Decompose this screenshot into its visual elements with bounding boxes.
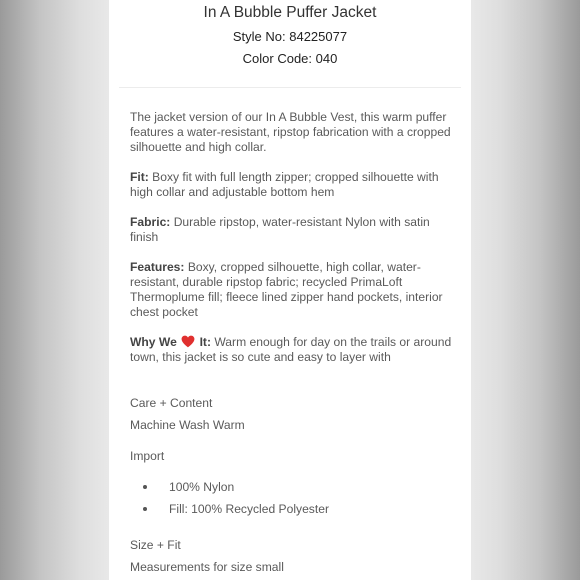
material-text: 100% Nylon xyxy=(169,480,235,494)
material-list-item xyxy=(143,480,234,494)
header-divider xyxy=(119,87,461,88)
bullet-icon xyxy=(143,507,147,511)
fit-label: Fit: xyxy=(130,170,149,184)
why-we-love-it-paragraph xyxy=(130,335,453,365)
origin-text: Import xyxy=(130,449,165,463)
product-details-panel xyxy=(109,0,471,580)
color-code: Color Code: 040 xyxy=(242,51,338,66)
fabric-text: Durable ripstop, water-resistant Nylon with satin finish xyxy=(130,215,430,244)
heart-icon xyxy=(181,335,195,348)
why-we-label xyxy=(130,335,211,349)
features-text: Boxy, cropped silhouette, high collar, water-resistant, durable ripstop fabric; recycled PrimaLoft Thermoplume fill; fleece lined zipper hand pockets, interior chest pocket xyxy=(130,260,443,319)
measurements-text: Measurements for size small xyxy=(130,560,284,574)
why-we-label-start: Why We xyxy=(130,335,177,349)
size-fit-heading: Size + Fit xyxy=(130,538,181,552)
material-text: Fill: 100% Recycled Polyester xyxy=(169,502,329,516)
fabric-label: Fabric: xyxy=(130,215,171,229)
features-label: Features: xyxy=(130,260,185,274)
description-paragraph: The jacket version of our In A Bubble Vest, this warm puffer features a water-resistant, ripstop fabrication with a cropped silhouette and high collar. xyxy=(130,110,451,154)
product-title: In A Bubble Puffer Jacket xyxy=(203,4,377,21)
why-we-text: Warm enough for day on the trails or around town, this jacket is so cute and easy to layer with xyxy=(130,335,452,364)
product-description xyxy=(130,110,453,380)
bullet-icon xyxy=(143,485,147,489)
care-content-heading: Care + Content xyxy=(130,396,213,410)
fabric-paragraph xyxy=(130,215,453,245)
wash-instructions: Machine Wash Warm xyxy=(130,418,245,432)
material-list-item xyxy=(143,502,329,516)
features-paragraph xyxy=(130,260,453,320)
style-number: Style No: 84225077 xyxy=(232,29,348,44)
why-we-label-end: It: xyxy=(199,335,211,349)
fit-text: Boxy fit with full length zipper; cropped silhouette with high collar and adjustable bottom hem xyxy=(130,170,439,199)
fit-paragraph xyxy=(130,170,453,200)
